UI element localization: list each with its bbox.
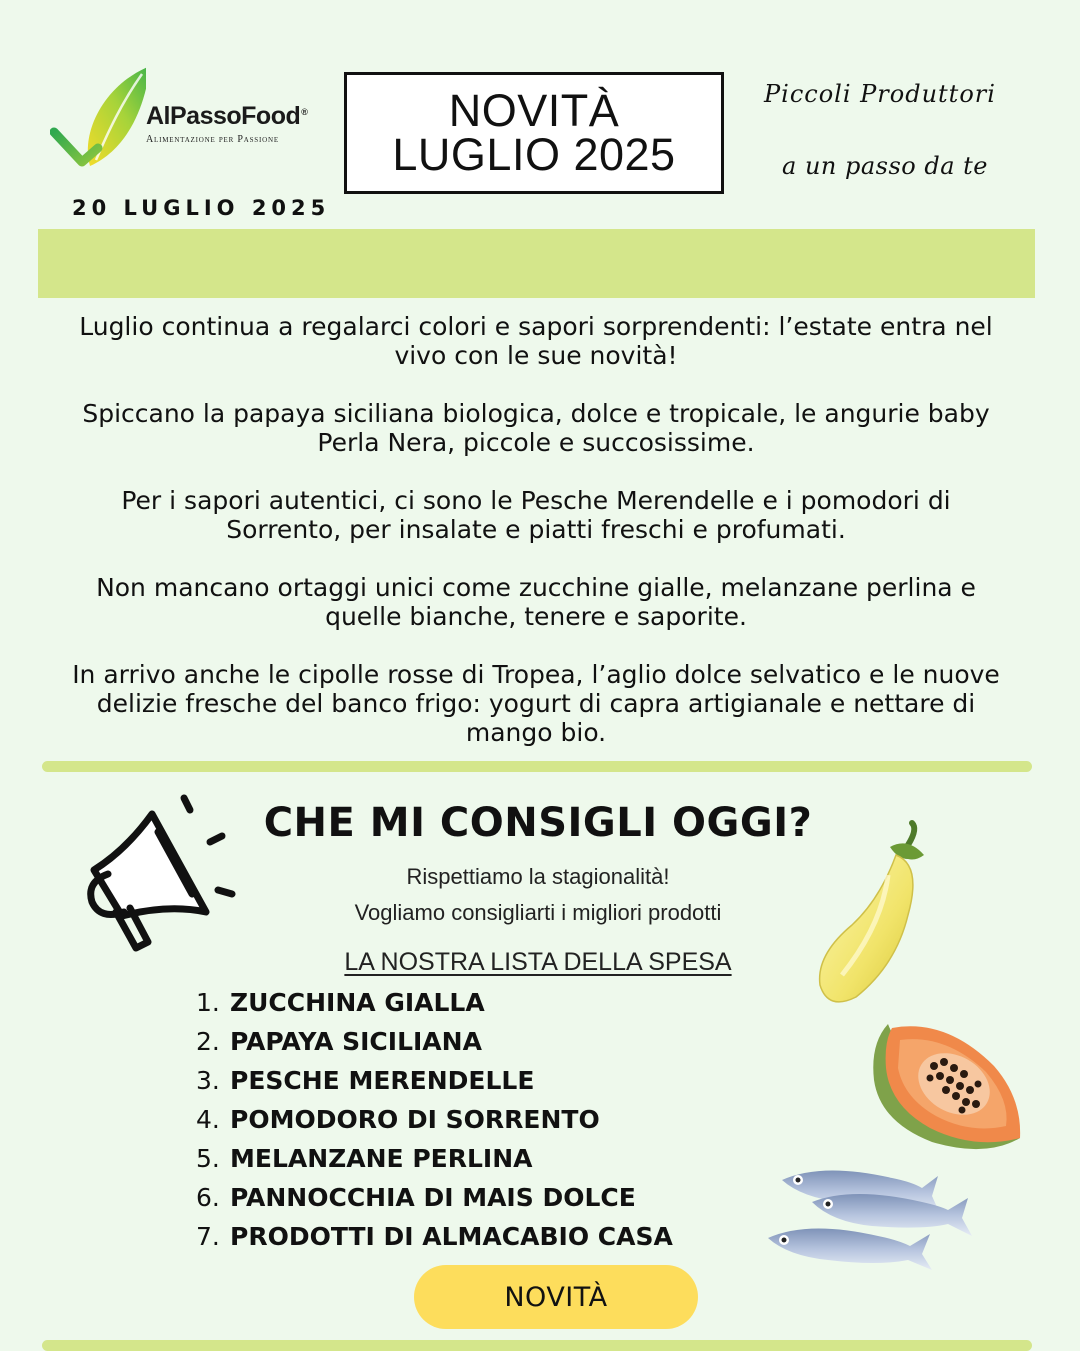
section-divider <box>42 761 1032 772</box>
list-item <box>196 1178 673 1217</box>
issue-date: 20 LUGLIO 2025 <box>72 196 331 220</box>
list-item-label: PAPAYA SICILIANA <box>230 1027 482 1056</box>
page-title-line2: LUGLIO 2025 <box>392 129 676 180</box>
list-item-number: 4. <box>196 1105 220 1134</box>
leaf-check-logo-icon <box>50 62 146 177</box>
brand-logo <box>50 62 330 182</box>
intro-paragraph: In arrivo anche le cipolle rosse di Tropea, l’aglio dolce selvatico e le nuove delizie fresche del banco frigo: yogurt di capra artigianale e nettare di mango bio. <box>72 660 1000 747</box>
list-item-label: PANNOCCHIA DI MAIS DOLCE <box>230 1183 636 1212</box>
list-item-number: 7. <box>196 1222 220 1251</box>
list-item <box>196 1100 673 1139</box>
list-item <box>196 1022 673 1061</box>
section-subtitle-1: Rispettiamo la stagionalità! <box>406 864 670 889</box>
intro-paragraph: Per i sapori autentici, ci sono le Pesche Merendelle e i pomodori di Sorrento, per insalate e piatti freschi e profumati. <box>121 486 951 544</box>
intro-paragraph: Non mancano ortaggi unici come zucchine gialle, melanzane perlina e quelle bianche, tenere e saporite. <box>96 573 976 631</box>
page-title <box>344 72 724 194</box>
list-item <box>196 1217 673 1256</box>
shopping-list-heading: LA NOSTRA LISTA DELLA SPESA <box>344 948 732 976</box>
intro-paragraph: Spiccano la papaya siciliana biologica, dolce e tropicale, le angurie baby Perla Nera, piccole e succosissime. <box>82 399 990 457</box>
brand-tagline: Alimentazione per Passione <box>146 134 279 145</box>
list-item <box>196 1139 673 1178</box>
shopping-list <box>196 983 673 1256</box>
list-item-number: 1. <box>196 988 220 1017</box>
list-item-number: 6. <box>196 1183 220 1212</box>
section-subtitle-2: Vogliamo consigliarti i migliori prodotti <box>354 900 722 925</box>
section-title: CHE MI CONSIGLI OGGI? <box>263 800 813 846</box>
intro-text <box>60 312 1012 776</box>
script-tagline-line2: a un passo da te <box>782 152 989 180</box>
list-item-label: MELANZANE PERLINA <box>230 1144 533 1173</box>
intro-paragraph: Luglio continua a regalarci colori e sapori sorprendenti: l’estate entra nel vivo con le sue novità! <box>79 312 993 370</box>
list-item-label: POMODORO DI SORRENTO <box>230 1105 600 1134</box>
brand-name: AlPassoFood <box>146 102 301 130</box>
brand-registered-mark: ® <box>301 106 308 117</box>
yellow-zucchini-illustration-icon <box>812 815 932 1010</box>
novita-button[interactable]: NOVITÀ <box>414 1265 698 1329</box>
list-item-label: PESCHE MERENDELLE <box>230 1066 535 1095</box>
header-band <box>38 229 1035 298</box>
list-item-label: ZUCCHINA GIALLA <box>230 988 485 1017</box>
fish-illustration-icon <box>762 1158 982 1270</box>
page-title-line1: NOVITÀ <box>448 85 620 136</box>
script-tagline-line1: Piccoli Produttori <box>764 80 996 108</box>
list-item <box>196 1061 673 1100</box>
list-item-label: PRODOTTI DI ALMACABIO CASA <box>230 1222 673 1251</box>
megaphone-icon <box>72 792 242 957</box>
list-item-number: 3. <box>196 1066 220 1095</box>
list-item-number: 5. <box>196 1144 220 1173</box>
papaya-illustration-icon <box>866 1018 1026 1156</box>
list-item <box>196 983 673 1022</box>
list-item-number: 2. <box>196 1027 220 1056</box>
section-divider <box>42 1340 1032 1351</box>
